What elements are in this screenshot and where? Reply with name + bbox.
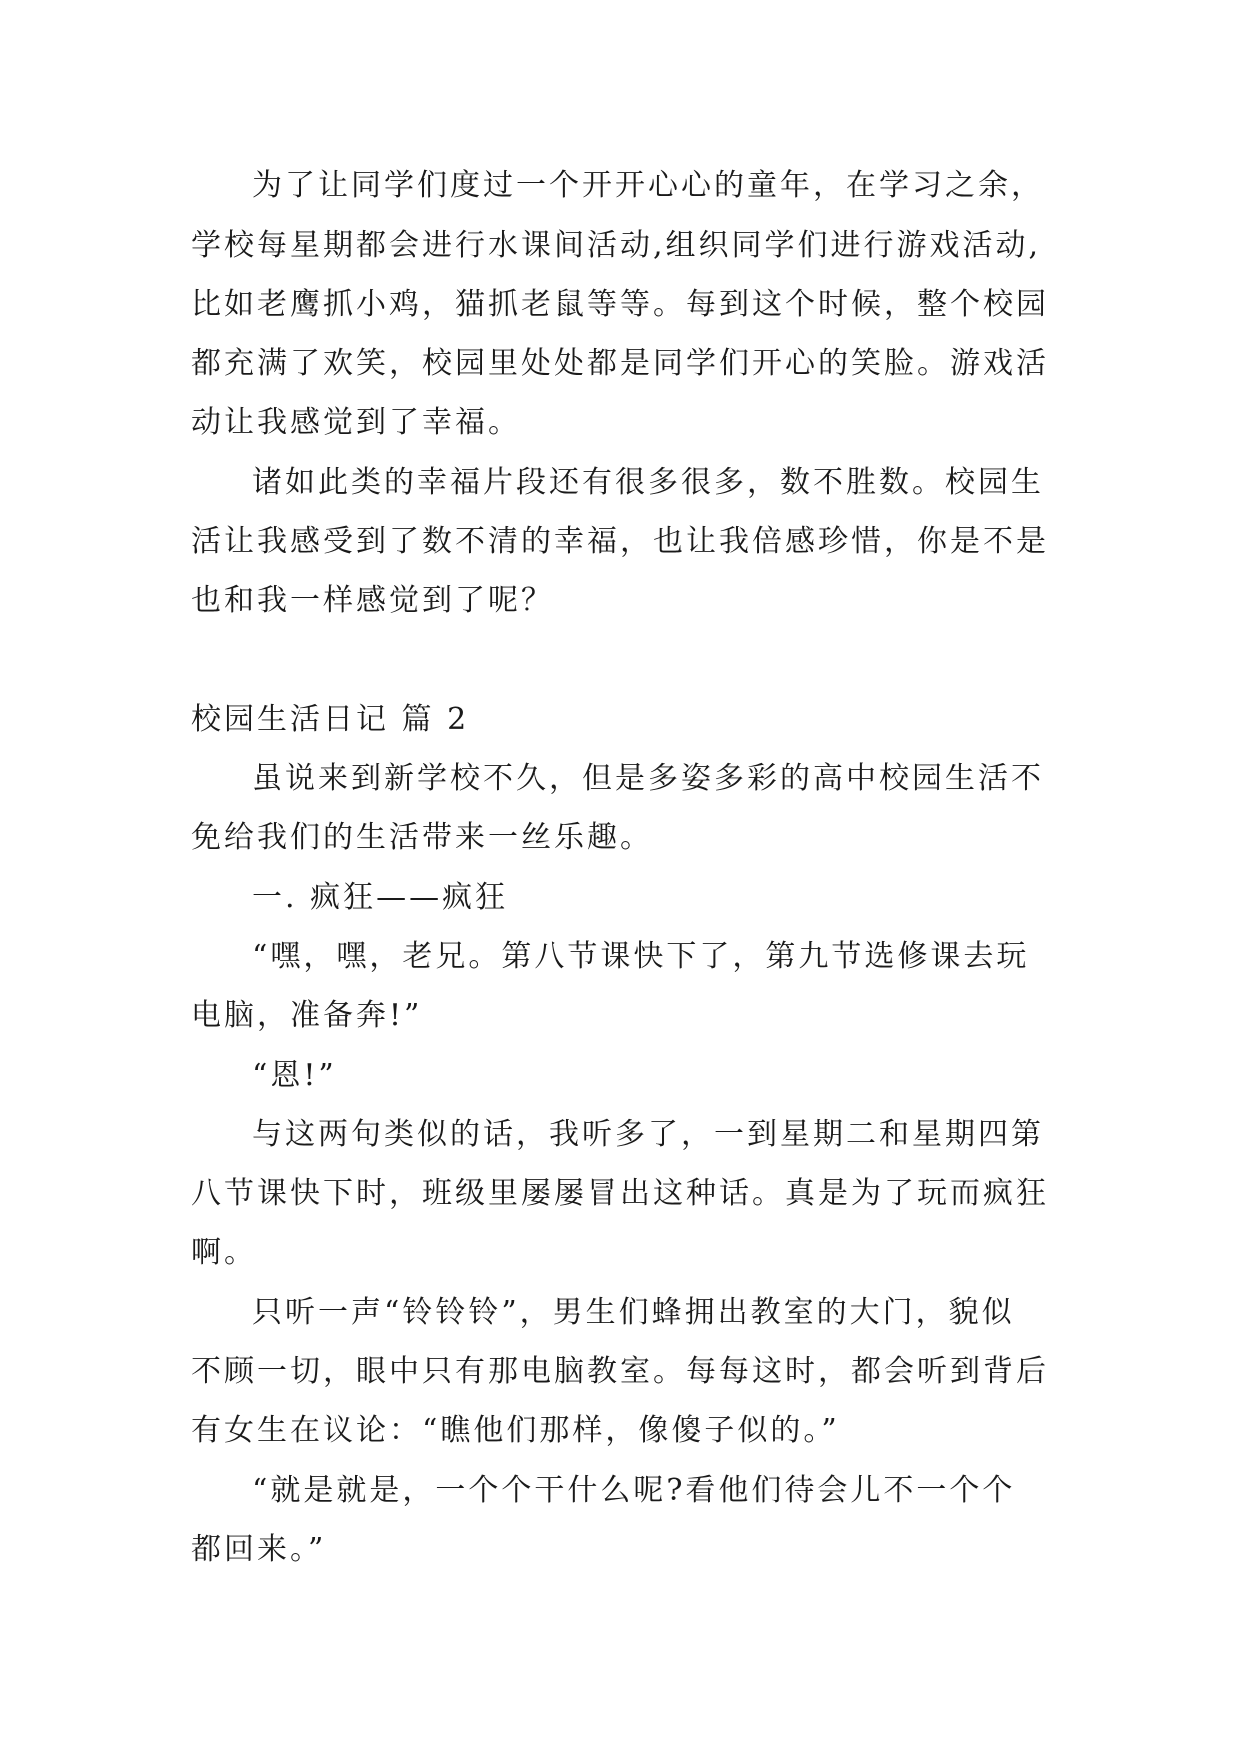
paragraph-line: 与这两句类似的话，我听多了，一到星期二和星期四第 [252, 1117, 1044, 1152]
paragraph-line: 诸如此类的幸福片段还有很多很多，数不胜数。校园生 [252, 465, 1044, 500]
paragraph-line: 有女生在议论：“瞧他们那样，像傻子似的。” [191, 1413, 840, 1448]
paragraph-line: 动让我感觉到了幸福。 [191, 405, 521, 440]
paragraph-line: 也和我一样感觉到了呢？ [191, 583, 554, 618]
paragraph-line: “恩!” [252, 1058, 337, 1093]
paragraph-line: 免给我们的生活带来一丝乐趣。 [191, 820, 653, 855]
paragraph-line: 为了让同学们度过一个开开心心的童年，在学习之余， [252, 168, 1044, 203]
paragraph-line: 不顾一切，眼中只有那电脑教室。每每这时，都会听到背后 [191, 1354, 1049, 1389]
paragraph-line: 都回来。” [191, 1532, 327, 1567]
paragraph-line: 啊。 [191, 1235, 257, 1270]
paragraph-line: 电脑，准备奔!” [191, 998, 423, 1033]
paragraph-line: 活让我感受到了数不清的幸福，也让我倍感珍惜，你是不是 [191, 524, 1049, 559]
paragraph-line: 学校每星期都会进行水课间活动,组织同学们进行游戏活动, [191, 228, 1042, 263]
section-heading: 校园生活日记 篇 2 [191, 702, 470, 737]
paragraph-line: 虽说来到新学校不久，但是多姿多彩的高中校园生活不 [252, 761, 1044, 796]
paragraph-line: 只听一声“铃铃铃”，男生们蜂拥出教室的大门，貌似 [252, 1295, 1015, 1330]
paragraph-line: “嘿，嘿，老兄。第八节课快下了，第九节选修课去玩 [252, 939, 1030, 974]
paragraph-line: 比如老鹰抓小鸡，猫抓老鼠等等。每到这个时候，整个校园 [191, 287, 1049, 322]
paragraph-line: 八节课快下时，班级里屡屡冒出这种话。真是为了玩而疯狂 [191, 1176, 1049, 1211]
paragraph-line: “就是就是，一个个干什么呢?看他们待会儿不一个个 [252, 1473, 1016, 1508]
paragraph-line: 都充满了欢笑，校园里处处都是同学们开心的笑脸。游戏活 [191, 346, 1049, 381]
subsection-heading: 一. 疯狂——疯狂 [252, 880, 509, 915]
